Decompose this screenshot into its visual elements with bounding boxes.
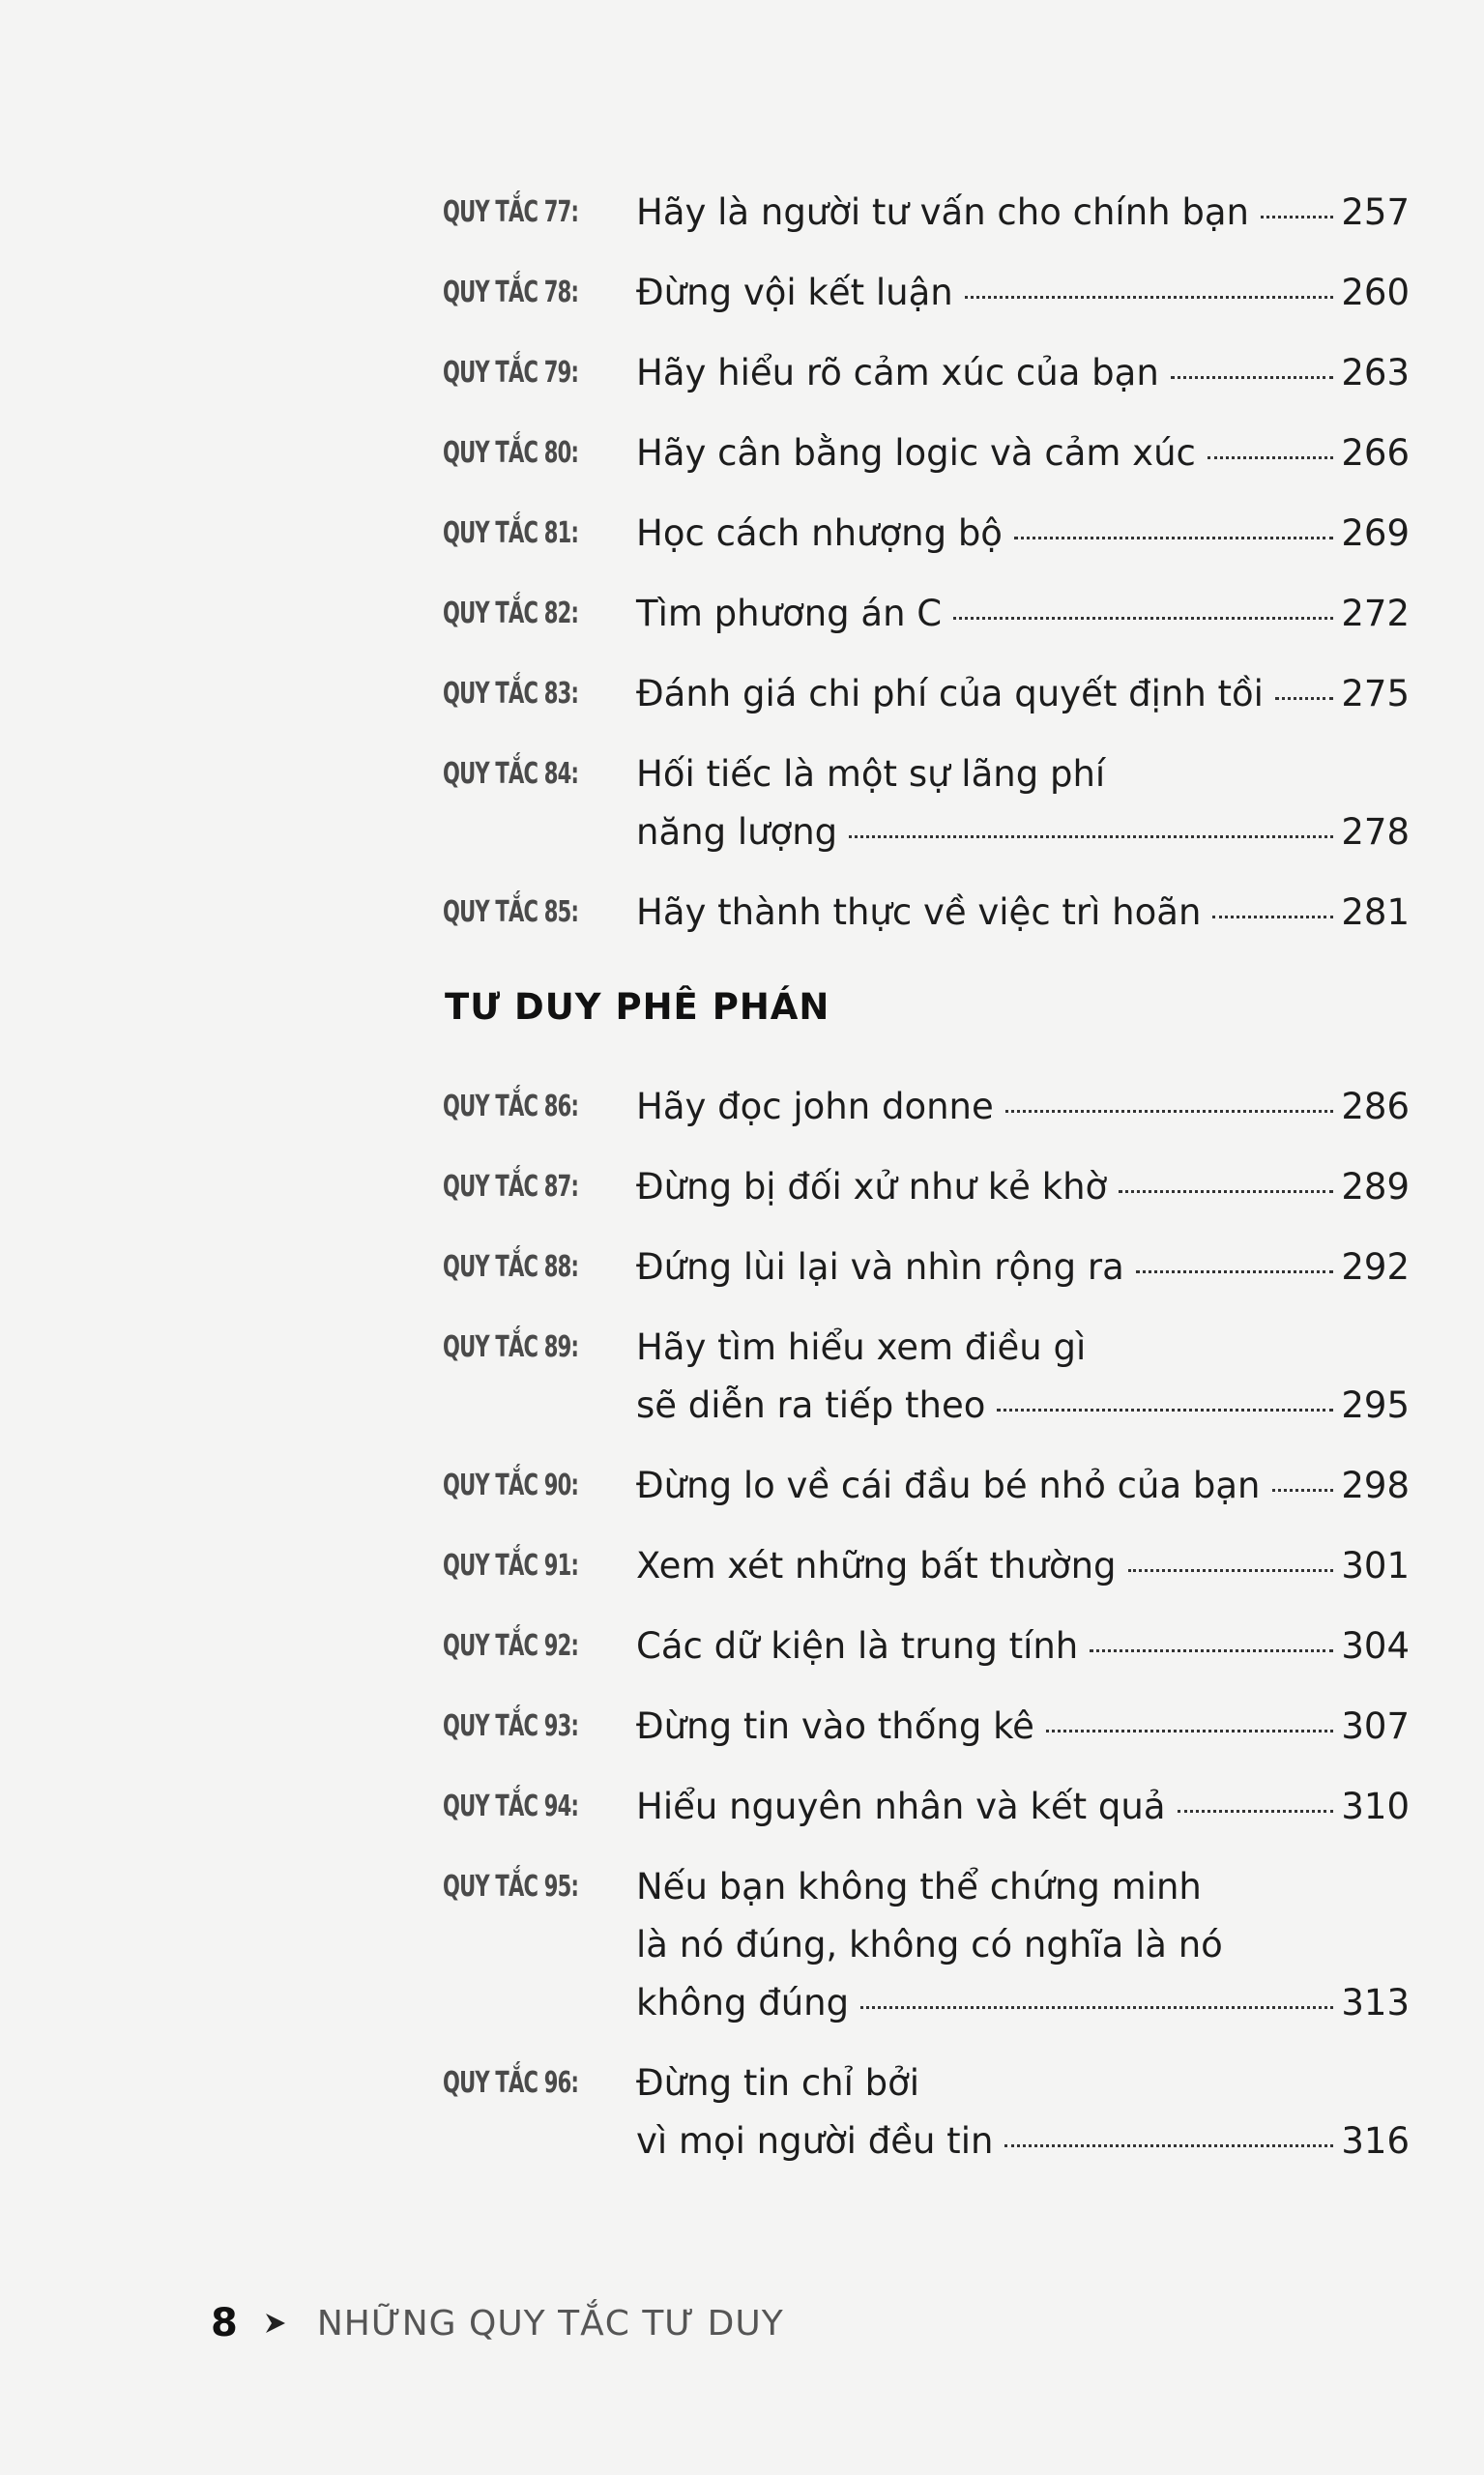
rule-title xyxy=(636,1457,1410,1515)
section-heading: TƯ DUY PHÊ PHÁN xyxy=(445,986,830,1028)
toc-entry xyxy=(443,344,1410,402)
toc-entry xyxy=(443,1778,1410,1836)
dot-leader xyxy=(1119,1190,1333,1193)
toc-entry xyxy=(443,264,1410,322)
toc-entry xyxy=(443,745,1410,861)
page-reference: 260 xyxy=(1341,272,1410,313)
rule-title-last-line xyxy=(636,1617,1410,1675)
dot-leader xyxy=(1208,456,1334,459)
page-reference: 272 xyxy=(1341,593,1410,634)
page-reference: 263 xyxy=(1341,352,1410,393)
rule-title-text: Hãy cân bằng logic và cảm xúc xyxy=(636,432,1196,474)
rule-title-text: Hãy thành thực về việc trì hoãn xyxy=(636,891,1202,933)
page-reference: 278 xyxy=(1341,811,1410,853)
rule-title xyxy=(636,1537,1410,1595)
rule-label: QUY TẮC 81: xyxy=(443,516,579,550)
rule-title-text: Học cách nhượng bộ xyxy=(636,512,1003,554)
page-reference: 316 xyxy=(1341,2120,1410,2162)
toc-entry xyxy=(443,505,1410,563)
toc-entry xyxy=(443,424,1410,482)
page-reference: 289 xyxy=(1341,1166,1410,1208)
toc-entry xyxy=(443,665,1410,723)
dot-leader xyxy=(1046,1730,1333,1732)
dot-leader xyxy=(1178,1810,1334,1813)
rule-label: QUY TẮC 95: xyxy=(443,1870,579,1904)
page-reference: 307 xyxy=(1341,1705,1410,1747)
page-footer xyxy=(211,2301,784,2345)
rule-label: QUY TẮC 96: xyxy=(443,2066,579,2100)
page-reference: 295 xyxy=(1341,1384,1410,1426)
rule-title-text: Hãy đọc john donne xyxy=(636,1086,994,1127)
dot-leader xyxy=(1275,697,1333,700)
rule-title-text: Đứng lùi lại và nhìn rộng ra xyxy=(636,1246,1124,1288)
dot-leader xyxy=(997,1409,1333,1412)
rule-title-text: Tìm phương án C xyxy=(636,593,943,634)
rule-title xyxy=(636,1078,1410,1136)
rule-title xyxy=(636,1698,1410,1756)
rule-label: QUY TẮC 79: xyxy=(443,356,579,390)
rule-title xyxy=(636,1617,1410,1675)
rule-title-text: Hãy là người tư vấn cho chính bạn xyxy=(636,191,1249,233)
chevron-right-icon xyxy=(263,2311,288,2336)
rule-title-last-line xyxy=(636,1974,1410,2032)
dot-leader xyxy=(1212,916,1333,918)
rule-title xyxy=(636,1319,1410,1435)
toc-entry xyxy=(443,1858,1410,2032)
page-reference: 266 xyxy=(1341,432,1410,474)
dot-leader xyxy=(849,835,1333,838)
rule-title xyxy=(636,424,1410,482)
rule-title-last-line xyxy=(636,1238,1410,1296)
toc-list-part2 xyxy=(443,1078,1410,2193)
toc-entry xyxy=(443,1457,1410,1515)
rule-label: QUY TẮC 85: xyxy=(443,895,579,929)
dot-leader xyxy=(1261,216,1333,218)
rule-title-text: Hiểu nguyên nhân và kết quả xyxy=(636,1786,1166,1827)
dot-leader xyxy=(1171,376,1334,379)
toc-entry xyxy=(443,1238,1410,1296)
rule-title-line: Hối tiếc là một sự lãng phí xyxy=(636,753,1106,795)
page-reference: 292 xyxy=(1341,1246,1410,1288)
rule-label: QUY TẮC 83: xyxy=(443,677,579,711)
page-reference: 275 xyxy=(1341,673,1410,714)
dot-leader xyxy=(953,617,1333,620)
page-reference: 281 xyxy=(1341,891,1410,933)
rule-title xyxy=(636,1778,1410,1836)
rule-label: QUY TẮC 89: xyxy=(443,1330,579,1364)
page-reference: 304 xyxy=(1341,1625,1410,1667)
toc-entry xyxy=(443,2054,1410,2170)
page-reference: 301 xyxy=(1341,1545,1410,1587)
rule-label: QUY TẮC 92: xyxy=(443,1629,579,1663)
rule-label: QUY TẮC 88: xyxy=(443,1250,579,1284)
toc-list-part1 xyxy=(443,184,1410,964)
page-reference: 298 xyxy=(1341,1465,1410,1506)
rule-label: QUY TẮC 82: xyxy=(443,597,579,630)
rule-title xyxy=(636,745,1410,861)
dot-leader xyxy=(1004,2144,1333,2147)
rule-title-last-line xyxy=(636,665,1410,723)
page-reference: 269 xyxy=(1341,512,1410,554)
rule-title xyxy=(636,585,1410,643)
rule-title-last-line xyxy=(636,344,1410,402)
toc-entry xyxy=(443,1537,1410,1595)
rule-label: QUY TẮC 77: xyxy=(443,195,579,229)
rule-title-last-line xyxy=(636,1778,1410,1836)
rule-title xyxy=(636,184,1410,242)
rule-title-last-line xyxy=(636,803,1410,861)
rule-title-text: Hãy hiểu rõ cảm xúc của bạn xyxy=(636,352,1159,393)
dot-leader xyxy=(860,2006,1333,2009)
page-number: 8 xyxy=(211,2301,238,2345)
toc-entry xyxy=(443,585,1410,643)
rule-title xyxy=(636,344,1410,402)
rule-title-text: sẽ diễn ra tiếp theo xyxy=(636,1384,986,1426)
rule-title-last-line xyxy=(636,505,1410,563)
rule-title-line: Hãy tìm hiểu xem điều gì xyxy=(636,1326,1087,1368)
rule-title-text: Các dữ kiện là trung tính xyxy=(636,1625,1079,1667)
dot-leader xyxy=(965,296,1334,299)
rule-title-line: là nó đúng, không có nghĩa là nó xyxy=(636,1924,1223,1965)
rule-label: QUY TẮC 93: xyxy=(443,1709,579,1743)
page-reference: 310 xyxy=(1341,1786,1410,1827)
rule-title xyxy=(636,505,1410,563)
rule-title-text: Đừng tin vào thống kê xyxy=(636,1705,1034,1747)
toc-entry xyxy=(443,184,1410,242)
page-reference: 257 xyxy=(1341,191,1410,233)
rule-title xyxy=(636,1858,1410,2032)
rule-title-last-line xyxy=(636,1377,1410,1435)
rule-title-text: Đừng bị đối xử như kẻ khờ xyxy=(636,1166,1108,1208)
rule-label: QUY TẮC 87: xyxy=(443,1170,579,1204)
dot-leader xyxy=(1136,1270,1334,1273)
rule-label: QUY TẮC 90: xyxy=(443,1469,579,1502)
toc-entry xyxy=(443,1078,1410,1136)
rule-title-text: Đừng lo về cái đầu bé nhỏ của bạn xyxy=(636,1465,1261,1506)
rule-title-last-line xyxy=(636,1537,1410,1595)
rule-title-text: Đừng vội kết luận xyxy=(636,272,953,313)
dot-leader xyxy=(1090,1649,1333,1652)
rule-title-text: vì mọi người đều tin xyxy=(636,2120,994,2162)
rule-title-last-line xyxy=(636,1078,1410,1136)
rule-title xyxy=(636,1158,1410,1216)
rule-title-last-line xyxy=(636,1457,1410,1515)
rule-title-text: Đánh giá chi phí của quyết định tồi xyxy=(636,673,1264,714)
rule-title xyxy=(636,2054,1410,2170)
rule-title-last-line xyxy=(636,184,1410,242)
rule-title-last-line xyxy=(636,585,1410,643)
page-reference: 313 xyxy=(1341,1982,1410,2024)
dot-leader xyxy=(1014,537,1333,539)
dot-leader xyxy=(1005,1110,1334,1113)
rule-title-line: Đừng tin chỉ bởi xyxy=(636,2062,920,2104)
rule-title xyxy=(636,665,1410,723)
rule-title-last-line xyxy=(636,1698,1410,1756)
rule-label: QUY TẮC 84: xyxy=(443,757,579,791)
dot-leader xyxy=(1272,1489,1334,1492)
rule-title-text: không đúng xyxy=(636,1982,850,2024)
rule-title xyxy=(636,1238,1410,1296)
rule-title-text: Xem xét những bất thường xyxy=(636,1545,1117,1587)
toc-entry xyxy=(443,1617,1410,1675)
toc-entry xyxy=(443,1158,1410,1216)
rule-label: QUY TẮC 94: xyxy=(443,1790,579,1823)
rule-title xyxy=(636,264,1410,322)
rule-title-line: Nếu bạn không thể chứng minh xyxy=(636,1866,1202,1907)
rule-title-last-line xyxy=(636,264,1410,322)
book-title: NHỮNG QUY TẮC TƯ DUY xyxy=(316,2303,784,2344)
rule-title-last-line xyxy=(636,1158,1410,1216)
page-reference: 286 xyxy=(1341,1086,1410,1127)
toc-entry xyxy=(443,884,1410,942)
rule-label: QUY TẮC 80: xyxy=(443,436,579,470)
toc-entry xyxy=(443,1698,1410,1756)
rule-title-last-line xyxy=(636,884,1410,942)
rule-title xyxy=(636,884,1410,942)
rule-title-last-line xyxy=(636,2112,1410,2170)
toc-entry xyxy=(443,1319,1410,1435)
rule-title-last-line xyxy=(636,424,1410,482)
rule-label: QUY TẮC 91: xyxy=(443,1549,579,1583)
rule-label: QUY TẮC 86: xyxy=(443,1090,579,1123)
rule-label: QUY TẮC 78: xyxy=(443,276,579,309)
dot-leader xyxy=(1128,1569,1334,1572)
rule-title-text: năng lượng xyxy=(636,811,838,853)
